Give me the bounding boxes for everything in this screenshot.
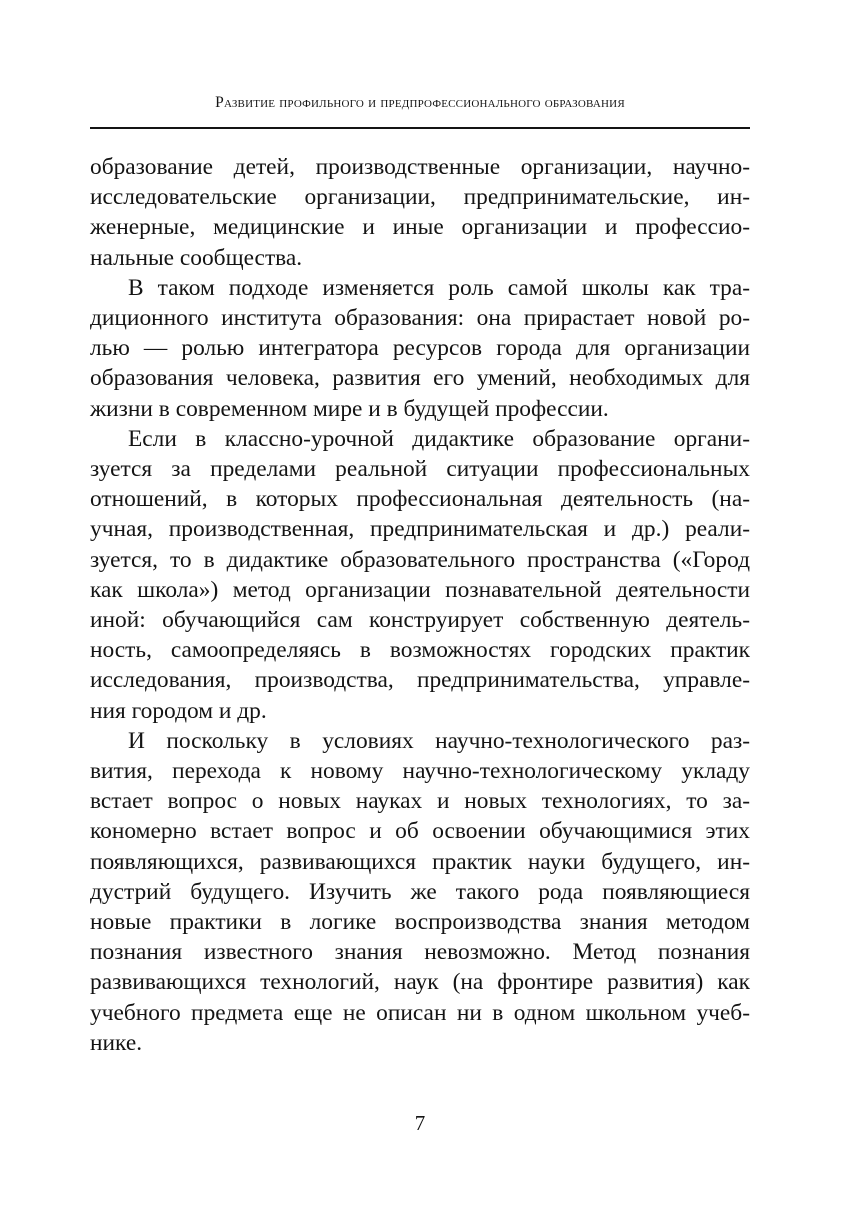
text-line: И поскольку в условиях научно-технологического раз- bbox=[128, 727, 750, 754]
text-line: образование детей, производственные организации, научно- bbox=[90, 154, 750, 180]
text-line: диционного института образования: она прирастает новой ро- bbox=[90, 305, 750, 332]
header-rule bbox=[90, 127, 750, 129]
paragraph-2 bbox=[90, 273, 750, 424]
running-head: Развитие профильного и предпрофессионального образования bbox=[215, 94, 625, 111]
paragraph-4 bbox=[90, 726, 750, 1058]
text-line: нальные сообщества. bbox=[90, 244, 303, 271]
text-line: лью — ролью интегратора ресурсов города для организации bbox=[90, 335, 750, 362]
text-line: В таком подходе изменяется роль самой школы как тра- bbox=[128, 274, 750, 301]
text-line: учебного предмета еще не описан ни в одном школьном учеб- bbox=[90, 999, 750, 1026]
text-line: ность, самоопределяясь в возможностях городских практик bbox=[90, 637, 750, 664]
text-line: новые практики в логике воспроизводства знания методом bbox=[90, 909, 750, 936]
text-line: дустрий будущего. Изучить же такого рода появляющиеся bbox=[90, 878, 750, 905]
text-line: иной: обучающийся сам конструирует собственную деятель- bbox=[90, 607, 750, 634]
text-line: встает вопрос о новых науках и новых технологиях, то за- bbox=[90, 788, 750, 815]
text-line: кономерно встает вопрос и об освоении обучающимися этих bbox=[90, 818, 750, 845]
text-line: познания известного знания невозможно. Метод познания bbox=[90, 939, 750, 966]
body-text bbox=[90, 152, 750, 1058]
text-line: исследовательские организации, предпринимательские, ин- bbox=[90, 184, 750, 211]
text-line: ния городом и др. bbox=[90, 697, 267, 724]
text-line: жизни в современном мире и в будущей профессии. bbox=[90, 395, 609, 422]
text-line: зуется, то в дидактике образовательного пространства («Город bbox=[90, 546, 750, 573]
text-line: зуется за пределами реальной ситуации профессиональных bbox=[90, 456, 750, 483]
text-line: Если в классно-урочной дидактике образование органи- bbox=[128, 425, 750, 452]
text-line: нике. bbox=[90, 1029, 143, 1056]
text-line: образования человека, развития его умений, необходимых для bbox=[90, 365, 750, 392]
text-line: учная, производственная, предпринимательская и др.) реали- bbox=[90, 516, 750, 543]
text-line: женерные, медицинские и иные организации и профессио- bbox=[90, 214, 750, 241]
text-line: вития, перехода к новому научно-технологическому укладу bbox=[90, 758, 750, 785]
text-line: развивающихся технологий, наук (на фронтире развития) как bbox=[90, 969, 750, 996]
paragraph-3 bbox=[90, 424, 750, 726]
text-line: исследования, производства, предпринимательства, управле- bbox=[90, 667, 750, 694]
paragraph-1 bbox=[90, 152, 750, 273]
text-line: появляющихся, развивающихся практик науки будущего, ин- bbox=[90, 848, 750, 875]
page-number: 7 bbox=[414, 1111, 426, 1135]
text-line: как школа») метод организации познавательной деятельности bbox=[90, 576, 750, 603]
text-line: отношений, в которых профессиональная деятельность (на- bbox=[90, 486, 750, 513]
